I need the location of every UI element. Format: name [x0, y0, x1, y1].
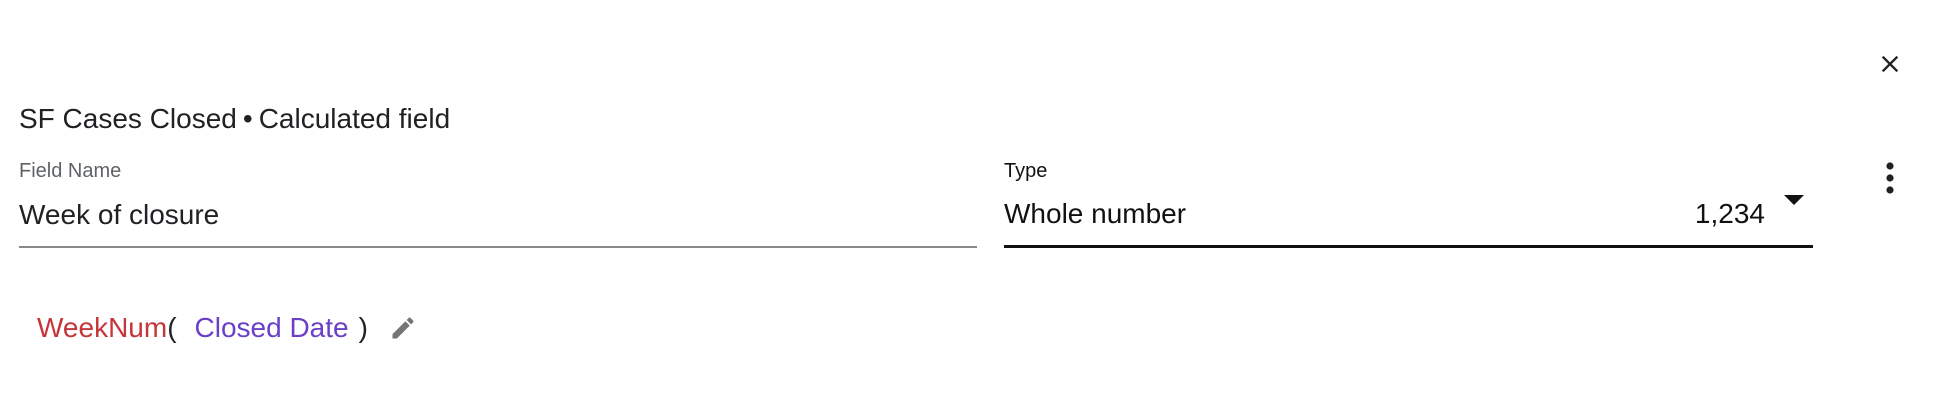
- formula-function: WeekNum: [37, 312, 168, 343]
- pencil-icon: [389, 314, 417, 342]
- field-name-input[interactable]: [19, 194, 977, 236]
- dialog-title: [19, 102, 450, 136]
- type-select[interactable]: [1004, 160, 1813, 248]
- type-value: Whole number: [1004, 198, 1187, 229]
- formula-display: [37, 308, 420, 348]
- title-separator: •: [242, 103, 253, 134]
- close-icon: [1876, 50, 1904, 78]
- field-kind: Calculated field: [258, 103, 451, 134]
- field-name-field: [19, 160, 977, 248]
- dropdown-arrow-icon: [1783, 194, 1805, 206]
- type-sample: 1,234: [1694, 198, 1765, 229]
- close-button[interactable]: [1870, 44, 1910, 84]
- type-label: Type: [1004, 160, 1048, 182]
- formula-argument: Closed Date: [194, 312, 349, 343]
- datasource-name: SF Cases Closed: [19, 103, 237, 134]
- formula-close-paren: ): [358, 312, 368, 343]
- field-name-label: Field Name: [19, 160, 122, 182]
- formula-open-paren: (: [167, 312, 177, 343]
- more-options-button[interactable]: [1870, 156, 1910, 200]
- more-vert-icon: [1884, 161, 1896, 195]
- edit-formula-button[interactable]: [386, 311, 420, 345]
